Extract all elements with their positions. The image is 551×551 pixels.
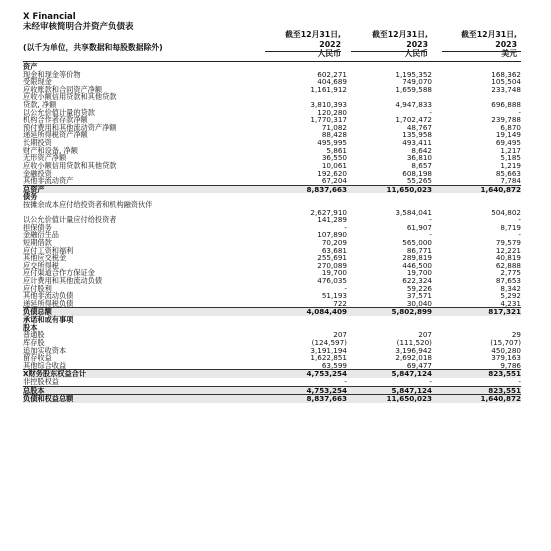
row-value: 40,819: [495, 253, 521, 263]
row-value: 30,040: [406, 298, 432, 308]
column-year: 2023: [495, 39, 517, 49]
column-rule: [351, 51, 427, 52]
table-row: [23, 177, 521, 185]
row-value: 11,650,023: [386, 184, 432, 194]
row-value: 9,786: [500, 360, 521, 370]
row-value: 6,870: [500, 122, 521, 132]
row-label: 以公允价值计量应付给投资者: [23, 215, 117, 225]
row-value: 239,788: [491, 115, 521, 125]
row-label: 贷款, 净额: [23, 100, 57, 110]
row-value: (15,707): [490, 337, 521, 347]
row-label: 递延所得税负债: [23, 298, 74, 308]
row-value: 602,271: [317, 69, 347, 79]
table-row: [23, 254, 521, 262]
row-value: (111,520): [396, 337, 432, 347]
row-value: 10,061: [321, 160, 347, 170]
row-value: 8,642: [411, 145, 432, 155]
table-row: [23, 362, 521, 370]
column-period: 截至12月31日,: [372, 30, 428, 39]
row-value: 3,810,393: [310, 100, 347, 110]
row-label: 应收小额信用贷款和其他贷款: [23, 92, 117, 102]
row-value: 823,551: [488, 369, 521, 379]
table-row: [23, 324, 521, 332]
row-label: 短期借款: [23, 237, 52, 247]
row-value: 270,089: [317, 260, 347, 270]
column-currency: 人民币: [404, 49, 428, 58]
row-value: 71,082: [321, 122, 347, 132]
row-label: 长期投资: [23, 138, 52, 148]
row-value: 59,226: [406, 283, 432, 293]
row-label: 应付渠道合作方保证金: [23, 268, 95, 278]
row-value: 4,753,254: [306, 385, 347, 395]
column-currency: 美元: [501, 49, 517, 58]
row-value: 8,719: [500, 222, 521, 232]
row-value: 105,504: [491, 77, 521, 87]
table-row: [23, 216, 521, 224]
row-label: 负债总额: [23, 307, 52, 317]
row-value: 565,000: [402, 237, 432, 247]
row-label: 应收账款和合同资产净额: [23, 84, 103, 94]
row-value: 608,198: [402, 168, 432, 178]
row-value: 446,500: [402, 260, 432, 270]
row-value: 36,550: [321, 153, 347, 163]
row-value: 504,802: [491, 207, 521, 217]
table-row: [23, 71, 521, 79]
table-row: [23, 354, 521, 362]
row-label: 预付费用和其他流动资产净额: [23, 122, 117, 132]
row-value: 69,477: [406, 360, 432, 370]
row-label: 股本: [23, 322, 38, 332]
row-value: 63,599: [321, 360, 347, 370]
row-value: 86,771: [406, 245, 432, 255]
row-label: 其他非流动负债: [23, 291, 74, 301]
table-row: [23, 292, 521, 300]
table-row: [23, 378, 521, 386]
table-row: [23, 101, 521, 109]
row-label: 机构合作者存款净额: [23, 115, 88, 125]
statement-title-block: [23, 12, 134, 32]
table-row: [23, 109, 521, 117]
row-label: 应计费用和其他流动负债: [23, 276, 103, 286]
row-label: 其他非流动资产: [23, 176, 74, 186]
row-value: 1,622,851: [310, 353, 347, 363]
row-value: 61,907: [406, 222, 432, 232]
table-row: [23, 316, 521, 324]
row-value: 87,653: [495, 276, 521, 286]
row-value: 2,692,018: [395, 353, 432, 363]
row-label: 无形资产净额: [23, 153, 67, 163]
row-value: 29: [511, 330, 521, 340]
row-label: 递延所得税资产净额: [23, 130, 88, 140]
row-label: 应付股利: [23, 283, 52, 293]
row-value: 5,847,124: [391, 385, 432, 395]
table-row: [23, 185, 521, 194]
row-value: 3,196,942: [395, 345, 432, 355]
row-value: 823,551: [488, 385, 521, 395]
row-value: 69,495: [495, 138, 521, 148]
row-value: -: [429, 376, 432, 386]
company-name: X Financial: [23, 12, 76, 22]
row-value: -: [429, 215, 432, 225]
row-value: 722: [333, 298, 347, 308]
row-value: 19,149: [495, 130, 521, 140]
row-label: 普通股: [23, 330, 45, 340]
row-value: 192,620: [317, 168, 347, 178]
row-label: 应交所得税: [23, 260, 59, 270]
row-value: 4,947,833: [395, 100, 432, 110]
row-label: 其他综合收益: [23, 360, 67, 370]
row-label: 追加实收资本: [23, 345, 67, 355]
table-row: [23, 369, 521, 378]
row-value: 495,995: [317, 138, 347, 148]
row-value: 233,748: [491, 84, 521, 94]
table-row: [23, 277, 521, 285]
column-year: 2023: [406, 39, 428, 49]
table-row: [23, 93, 521, 101]
row-value: 5,847,124: [391, 369, 432, 379]
table-row: [23, 239, 521, 247]
row-label: 非控股权益: [23, 376, 59, 386]
row-value: 107,890: [317, 230, 347, 240]
row-value: 67,204: [321, 176, 347, 186]
row-label: 现金和现金等价物: [23, 69, 81, 79]
row-value: -: [518, 376, 521, 386]
row-value: -: [518, 230, 521, 240]
column-header-2023-usd: [407, 30, 517, 59]
row-value: -: [344, 222, 347, 232]
row-value: 1,640,872: [480, 394, 521, 404]
row-value: 450,280: [491, 345, 521, 355]
row-value: 1,219: [500, 160, 521, 170]
row-value: 5,292: [500, 291, 521, 301]
row-value: 1,195,352: [395, 69, 432, 79]
row-value: 63,681: [321, 245, 347, 255]
row-value: 207: [333, 330, 347, 340]
table-row: [23, 162, 521, 170]
row-label: 金融投资: [23, 168, 52, 178]
row-value: 289,819: [402, 253, 432, 263]
row-value: 404,689: [317, 77, 347, 87]
row-label: 以公允价值计量的贷款: [23, 107, 95, 117]
table-row: [23, 201, 521, 216]
row-value: 1,659,588: [395, 84, 432, 94]
header-bottom-rule: [23, 61, 521, 62]
row-value: 1,640,872: [480, 184, 521, 194]
row-value: 749,070: [402, 77, 432, 87]
row-value: 1,217: [500, 145, 521, 155]
row-value: 1,702,472: [395, 115, 432, 125]
row-value: 5,802,899: [391, 307, 432, 317]
row-label: 负债和权益总额: [23, 394, 74, 404]
row-label: 其他应交税金: [23, 253, 67, 263]
table-row: [23, 386, 521, 395]
column-rule: [265, 51, 341, 52]
row-label: 担保债务: [23, 222, 52, 232]
table-row: [23, 307, 521, 316]
row-value: 4,753,254: [306, 369, 347, 379]
row-value: 55,265: [406, 176, 432, 186]
row-value: 4,084,409: [306, 307, 347, 317]
row-value: 696,888: [491, 100, 521, 110]
statement-title: 未经审核简明合并资产负债表: [23, 22, 134, 32]
table-row: [23, 262, 521, 270]
table-row: [23, 224, 521, 232]
table-row: [23, 63, 521, 71]
row-label: 资产: [23, 62, 38, 71]
row-value: -: [429, 107, 432, 117]
row-value: 12,221: [495, 245, 521, 255]
row-value: 1,161,912: [310, 84, 347, 94]
row-value: 135,958: [402, 130, 432, 140]
row-value: 79,579: [495, 237, 521, 247]
row-value: 36,810: [406, 153, 432, 163]
table-row: [23, 147, 521, 155]
row-label: 金融衍生品: [23, 230, 59, 240]
row-value: 255,691: [317, 253, 347, 263]
table-row: [23, 300, 521, 308]
table-row: [23, 331, 521, 339]
row-value: 37,571: [406, 291, 432, 301]
row-value: 8,657: [411, 160, 432, 170]
row-value: 5,861: [326, 145, 347, 155]
row-value: -: [518, 107, 521, 117]
row-value: 476,035: [317, 276, 347, 286]
row-value: 48,767: [406, 122, 432, 132]
row-value: 8,837,663: [306, 394, 347, 404]
row-label: 总股本: [23, 385, 45, 395]
row-label: 应收小额信用贷款和其他贷款: [23, 160, 117, 170]
table-row: [23, 247, 521, 255]
row-value: 817,321: [488, 307, 521, 317]
row-value: 8,342: [500, 283, 521, 293]
table-row: [23, 394, 521, 403]
row-label: 留存收益: [23, 353, 52, 363]
row-value: 5,185: [500, 153, 521, 163]
row-value: 8,837,663: [306, 184, 347, 194]
column-period: 截至12月31日,: [285, 30, 341, 39]
row-label: 财产和设备, 净额: [23, 145, 78, 155]
row-value: 85,663: [495, 168, 521, 178]
row-label: 债务: [23, 192, 38, 202]
row-value: 168,362: [491, 69, 521, 79]
row-value: 4,231: [500, 298, 521, 308]
table-row: [23, 170, 521, 178]
table-row: [23, 347, 521, 355]
row-value: 622,324: [402, 276, 432, 286]
column-period: 截至12月31日,: [461, 30, 517, 39]
row-value: 51,193: [321, 291, 347, 301]
balance-sheet-table: [23, 63, 521, 403]
column-rule: [442, 51, 521, 52]
row-label: 按摊余成本应付给投资者和机构融资伙伴: [23, 199, 153, 209]
row-value: 70,209: [321, 237, 347, 247]
table-row: [23, 139, 521, 147]
row-value: 141,289: [317, 215, 347, 225]
row-value: 120,280: [317, 107, 347, 117]
table-row: [23, 131, 521, 139]
table-row: [23, 231, 521, 239]
row-value: -: [344, 283, 347, 293]
row-value: (124,597): [311, 337, 347, 347]
row-value: -: [518, 215, 521, 225]
column-year: 2022: [319, 39, 341, 49]
row-label: 库存股: [23, 337, 45, 347]
row-value: 19,700: [406, 268, 432, 278]
row-value: 1,770,317: [310, 115, 347, 125]
row-value: 207: [418, 330, 432, 340]
table-row: [23, 124, 521, 132]
row-label: X财务股东权益合计: [23, 369, 87, 379]
row-value: 88,428: [321, 130, 347, 140]
row-label: 承诺和或有事项: [23, 315, 74, 325]
row-value: 62,888: [495, 260, 521, 270]
row-label: 受限现金: [23, 77, 52, 87]
row-value: 7,784: [500, 176, 521, 186]
row-value: 2,775: [500, 268, 521, 278]
row-label: 总资产: [23, 184, 45, 194]
row-value: 379,163: [491, 353, 521, 363]
row-value: -: [344, 376, 347, 386]
units-note: (以千为单位，共享数据和每股数据除外): [23, 43, 163, 52]
row-value: 2,627,910: [310, 207, 347, 217]
row-label: 应付工资和福利: [23, 245, 74, 255]
table-row: [23, 285, 521, 293]
row-value: 19,700: [321, 268, 347, 278]
row-value: -: [429, 230, 432, 240]
column-currency: 人民币: [317, 49, 341, 58]
row-value: 3,584,041: [395, 207, 432, 217]
row-value: 11,650,023: [386, 394, 432, 404]
row-value: 3,191,194: [310, 345, 347, 355]
row-value: 493,411: [402, 138, 432, 148]
table-row: [23, 339, 521, 347]
